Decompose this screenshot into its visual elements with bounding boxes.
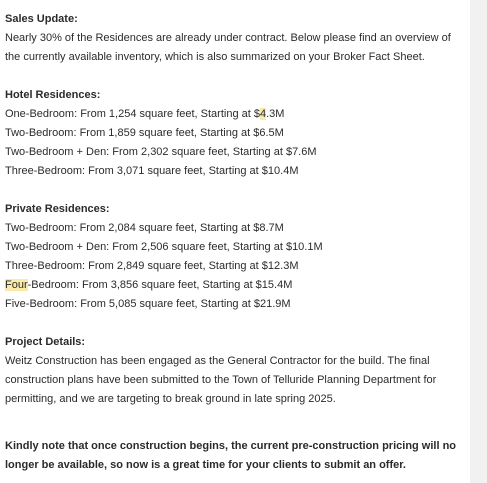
hotel-residence-item: One-Bedroom: From 1,254 square feet, Starting at $4.3M — [5, 108, 285, 120]
private-residence-item: Two-Bedroom + Den: From 2,506 square feet, Starting at $10.1M — [5, 241, 323, 253]
private-residence-item: Five-Bedroom: From 5,085 square feet, Starting at $21.9M — [5, 298, 291, 310]
search-highlight: Four — [5, 279, 28, 291]
private-residence-item: Three-Bedroom: From 2,849 square feet, Starting at $12.3M — [5, 260, 299, 272]
hotel-residences-heading: Hotel Residences: — [5, 89, 101, 101]
private-residences-heading: Private Residences: — [5, 203, 110, 215]
private-residence-item: Four-Bedroom: From 3,856 square feet, Starting at $15.4M — [5, 279, 293, 291]
scrollbar-track[interactable] — [470, 0, 487, 483]
hotel-residence-item: Three-Bedroom: From 3,071 square feet, Starting at $10.4M — [5, 165, 299, 177]
search-highlight: 4 — [259, 108, 267, 120]
private-residence-item: Two-Bedroom: From 2,084 square feet, Starting at $8.7M — [5, 222, 284, 234]
sales-update-text: Nearly 30% of the Residences are already under contract. Below please find an overview of the currently available inventory, which is also summarized on your Broker Fact Sheet. — [5, 32, 451, 63]
sales-update-heading: Sales Update: — [5, 13, 78, 25]
hotel-residence-item: Two-Bedroom + Den: From 2,302 square feet, Starting at $7.6M — [5, 146, 317, 158]
email-body — [5, 10, 465, 475]
closing-note: Kindly note that once construction begins, the current pre-construction pricing will no longer be available, so now is a great time for your clients to submit an offer. — [5, 440, 457, 471]
project-details-heading: Project Details: — [5, 336, 86, 348]
hotel-residence-item: Two-Bedroom: From 1,859 square feet, Starting at $6.5M — [5, 127, 284, 139]
project-details-text: Weitz Construction has been engaged as the General Contractor for the build. The final construction plans have been submitted to the Town of Telluride Planning Department for permitting, and we are targeting to break ground in late spring 2025. — [5, 355, 437, 405]
